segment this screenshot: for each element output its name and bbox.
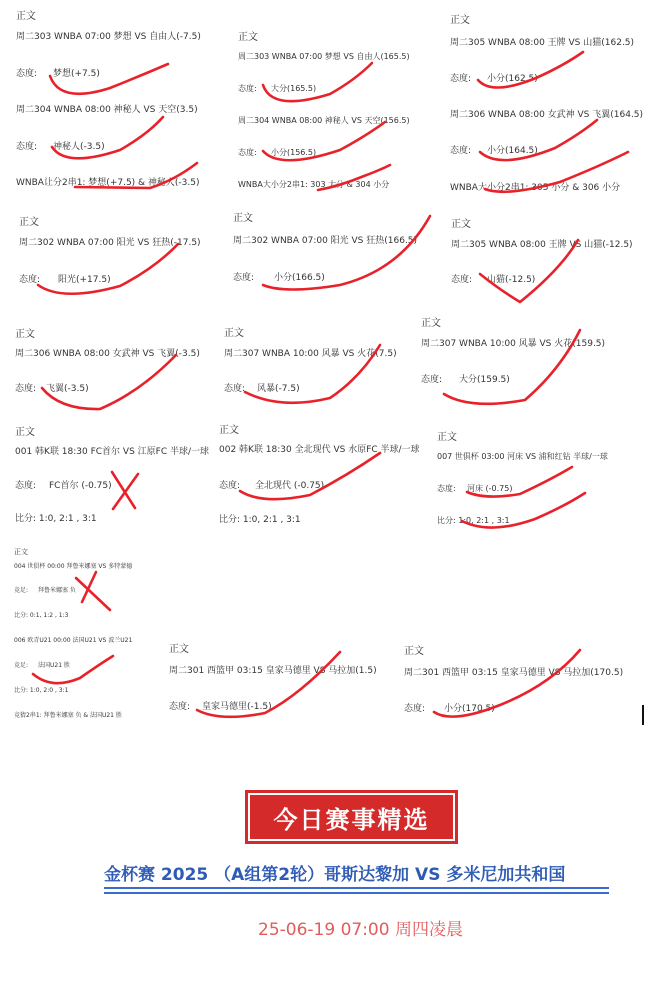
- pick-value: 山猫(-12.5): [487, 275, 536, 285]
- attitude-label: 竞足:: [14, 662, 29, 669]
- card-heading: 正文: [451, 219, 471, 230]
- pick-value: 飞翼(-3.5): [46, 384, 89, 394]
- tip-card-2: [238, 33, 438, 193]
- attitude-label: 态度:: [437, 484, 456, 493]
- pick-value: 风暴(-7.5): [257, 384, 300, 394]
- card-heading: 正文: [238, 32, 258, 43]
- pick-value: 皇家马德里(-1.5): [202, 702, 272, 712]
- attitude-label: 态度:: [450, 74, 472, 84]
- tip-card-10: [15, 428, 220, 528]
- attitude-label: 态度:: [238, 148, 257, 157]
- attitude-label: 态度:: [15, 481, 37, 491]
- attitude-label: 态度:: [16, 69, 38, 79]
- card-heading: 正文: [19, 217, 39, 228]
- pick-value: 小分(166.5): [274, 273, 325, 283]
- match-line: 周二305 WNBA 08:00 王牌 VS 山猫(-12.5): [451, 240, 633, 250]
- attitude-label: 态度:: [219, 481, 241, 491]
- tip-card-13: [14, 549, 164, 724]
- tip-card-1: [16, 12, 231, 197]
- match-line: 周二304 WNBA 08:00 神秘人 VS 天空(156.5): [238, 116, 410, 125]
- pick-value: 神秘人(-3.5): [53, 142, 105, 152]
- tip-card-9: [421, 319, 626, 399]
- tip-card-4: [19, 218, 224, 298]
- card-heading: 正文: [15, 329, 35, 340]
- match-line: 周二304 WNBA 08:00 神秘人 VS 天空(3.5): [16, 105, 198, 115]
- pick-value: 小分(156.5): [271, 148, 317, 157]
- score-line: 比分: 1:0, 2:1 , 3:1: [15, 514, 97, 524]
- attitude-label: 态度:: [16, 142, 38, 152]
- score-line: 比分: 1:0, 2:1 , 3:1: [219, 515, 301, 525]
- attitude-label: 态度:: [224, 384, 246, 394]
- tip-card-14: [169, 645, 394, 720]
- parlay-line: WNBA大小分2串1: 303 大分 & 304 小分: [238, 180, 390, 189]
- pick-value: 全北现代 (-0.75): [255, 481, 325, 491]
- pick-value: 小分(170.5): [444, 704, 495, 714]
- match-line: 周二302 WNBA 07:00 阳光 VS 狂热(-17.5): [19, 238, 201, 248]
- tip-card-8: [224, 329, 424, 409]
- match-line: 周二302 WNBA 07:00 阳光 VS 狂热(166.5): [233, 236, 418, 246]
- attitude-label: 态度:: [15, 384, 37, 394]
- card-heading: 正文: [437, 432, 457, 443]
- attitude-label: 态度:: [233, 273, 255, 283]
- card-heading: 正文: [224, 328, 244, 339]
- card-heading: 正文: [15, 427, 35, 438]
- pick-value: 小分(164.5): [487, 146, 538, 156]
- attitude-label: 态度:: [238, 84, 257, 93]
- pick-value: 梦想(+7.5): [53, 69, 100, 79]
- pick-value: 大分(159.5): [459, 375, 510, 385]
- match-line: 周二303 WNBA 07:00 梦想 VS 自由人(-7.5): [16, 32, 201, 42]
- parlay-line: 竞猜2串1: 拜鲁米娜塞 负 & 法国U21 胜: [14, 712, 122, 719]
- card-heading: 正文: [219, 425, 239, 436]
- match-line: 周二305 WNBA 08:00 王牌 VS 山猫(162.5): [450, 38, 635, 48]
- card-heading: 正文: [450, 15, 470, 26]
- pick-value: 拜鲁米娜塞 负: [38, 587, 76, 594]
- featured-match-time: 25-06-19 07:00 周四凌晨: [258, 920, 463, 940]
- attitude-label: 态度:: [404, 704, 426, 714]
- attitude-label: 态度:: [421, 375, 443, 385]
- parlay-line: WNBA让分2串1: 梦想(+7.5) & 神秘人(-3.5): [16, 178, 200, 188]
- card-heading: 正文: [233, 213, 253, 224]
- today-picks-banner: [245, 790, 458, 844]
- match-line: 001 韩K联 18:30 FC首尔 VS 江原FC 半球/一球: [15, 447, 210, 457]
- match-line: 002 韩K联 18:30 全北现代 VS 水原FC 半球/一球: [219, 445, 420, 455]
- card-heading: 正文: [404, 646, 424, 657]
- text-cursor: [642, 705, 644, 725]
- attitude-label: 态度:: [19, 275, 41, 285]
- title-underline: [104, 887, 609, 889]
- pick-value: 小分(162.5): [487, 74, 538, 84]
- tip-card-7: [15, 330, 215, 410]
- tip-card-3: [450, 16, 660, 196]
- match-line: 周二306 WNBA 08:00 女武神 VS 飞翼(-3.5): [15, 349, 200, 359]
- tip-card-12: [437, 433, 652, 533]
- match-line: 004 世俱杯 00:00 拜鲁米娜塞 VS 多特蒙德: [14, 563, 133, 570]
- attitude-label: 态度:: [450, 146, 472, 156]
- card-heading: 正文: [14, 548, 28, 556]
- pick-value: 河床 (-0.75): [467, 484, 513, 493]
- card-heading: 正文: [421, 318, 441, 329]
- title-underline: [104, 892, 609, 894]
- match-line: 周二307 WNBA 10:00 风暴 VS 火花(159.5): [421, 339, 606, 349]
- match-line: 007 世俱杯 03:00 河床 VS 浦和红钻 半球/一球: [437, 452, 608, 461]
- match-line: 周二306 WNBA 08:00 女武神 VS 飞翼(164.5): [450, 110, 644, 120]
- attitude-label: 态度:: [451, 275, 473, 285]
- attitude-label: 态度:: [169, 702, 191, 712]
- score-line: 比分: 1:0, 2:1 , 3:1: [437, 516, 510, 525]
- tip-card-6: [451, 220, 656, 300]
- score-line: 比分: 1:0, 2:0 , 3:1: [14, 687, 69, 694]
- card-heading: 正文: [169, 644, 189, 655]
- banner-label: 今日赛事精选: [248, 793, 455, 841]
- match-line: 周二301 西篮甲 03:15 皇家马德里 VS 马拉加(170.5): [404, 668, 624, 678]
- score-line: 比分: 0:1, 1:2 , 1:3: [14, 612, 69, 619]
- match-line: 006 欧青U21 00:00 法国U21 VS 波兰U21: [14, 637, 133, 644]
- pick-value: FC首尔 (-0.75): [49, 481, 112, 491]
- attitude-label: 竞足:: [14, 587, 29, 594]
- featured-match-title: 金杯赛 2025 （A组第2轮）哥斯达黎加 VS 多米尼加共和国: [104, 865, 566, 885]
- match-line: 周二307 WNBA 10:00 风暴 VS 火花(7.5): [224, 349, 397, 359]
- card-heading: 正文: [16, 11, 36, 22]
- tip-card-11: [219, 426, 444, 526]
- parlay-line: WNBA大小分2串1: 305 小分 & 306 小分: [450, 183, 621, 193]
- pick-value: 阳光(+17.5): [58, 275, 111, 285]
- pick-value: 法国U21 胜: [38, 662, 70, 669]
- pick-value: 大分(165.5): [271, 84, 317, 93]
- tip-card-5: [233, 214, 438, 294]
- tip-card-15: [404, 647, 649, 722]
- match-line: 周二303 WNBA 07:00 梦想 VS 自由人(165.5): [238, 52, 410, 61]
- match-line: 周二301 西篮甲 03:15 皇家马德里 VS 马拉加(1.5): [169, 666, 377, 676]
